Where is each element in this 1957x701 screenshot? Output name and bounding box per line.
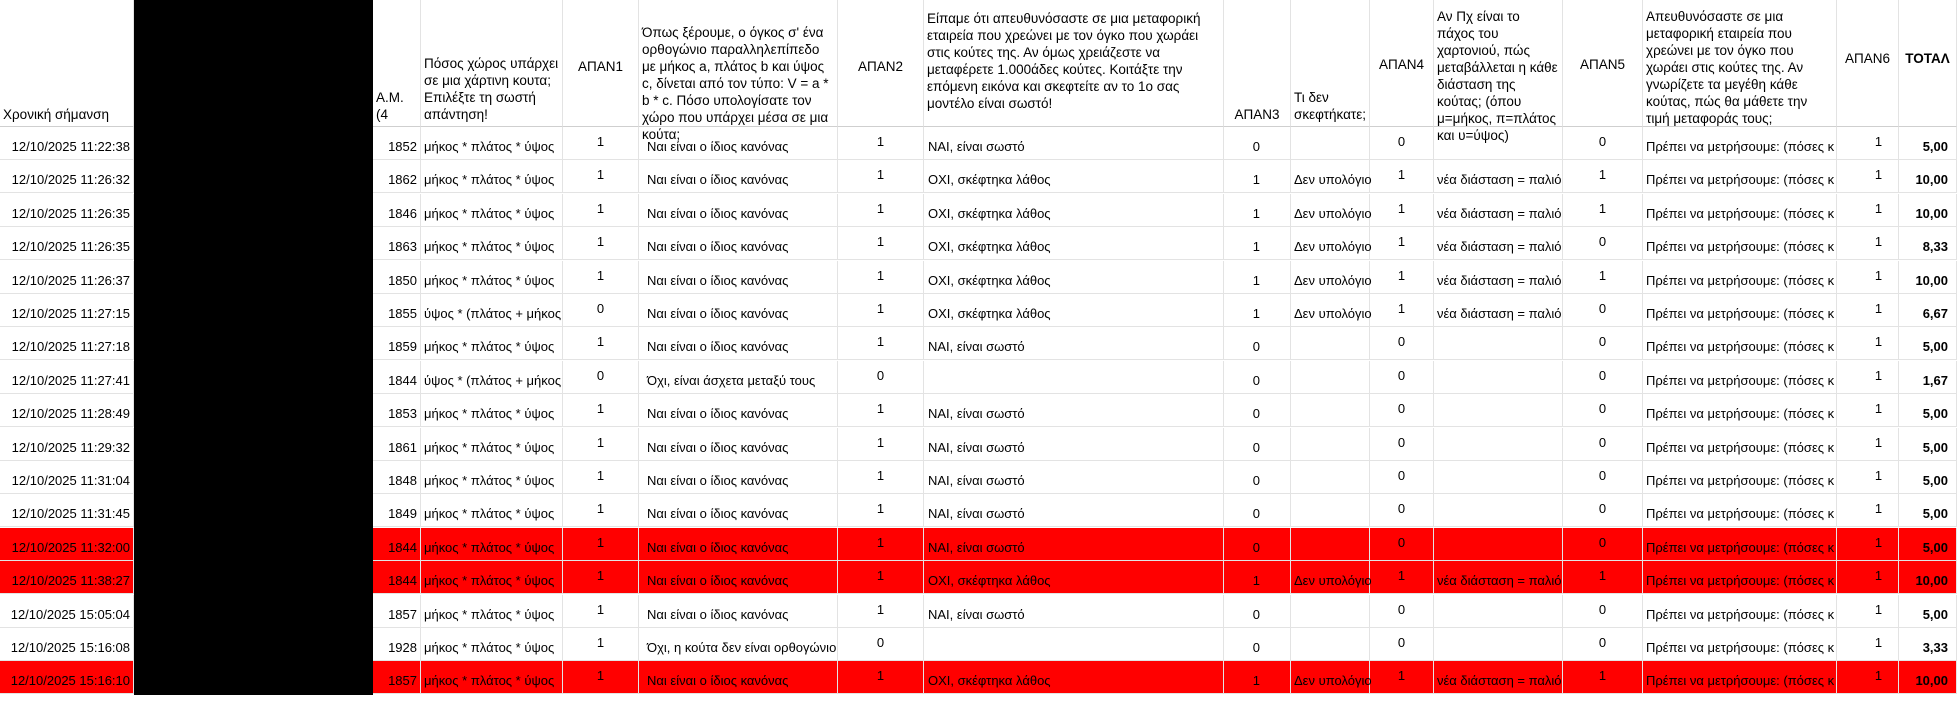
cell-q1[interactable]: μήκος * πλάτος * ύψος: [421, 194, 563, 227]
cell-a6[interactable]: 1: [1837, 127, 1899, 160]
cell-q6[interactable]: Πρέπει να μετρήσουμε: (πόσες κ: [1643, 595, 1837, 628]
cell-q6[interactable]: Πρέπει να μετρήσουμε: (πόσες κ: [1643, 294, 1837, 327]
header-q5-label: Αν Πχ είναι το πάχος του χαρτονιού, πώς μεταβάλλεται η κάθε διάσταση της κούτας; (όπου μ=μήκος, π=πλάτος και υ=ύψος): [1437, 9, 1558, 143]
cell-a4[interactable]: 0: [1370, 327, 1434, 360]
cell-q6[interactable]: Πρέπει να μετρήσουμε: (πόσες κ: [1643, 127, 1837, 160]
cell-q1[interactable]: μήκος * πλάτος * ύψος: [421, 160, 563, 193]
cell-a6[interactable]: 1: [1837, 294, 1899, 327]
cell-q5[interactable]: [1434, 327, 1563, 360]
cell-q4[interactable]: Δεν υπολόγιο: [1291, 661, 1370, 694]
cell-a1[interactable]: 1: [563, 494, 639, 527]
header-q1-label: Πόσος χώρος υπάρχει σε μια χάρτινη κουτα; Επιλέξτε τη σωστή απάντηση!: [424, 56, 559, 122]
cell-a2[interactable]: 1: [838, 394, 924, 427]
cell-a3[interactable]: 0: [1224, 461, 1291, 494]
cell-q5[interactable]: νέα διάσταση = παλιό: [1434, 160, 1563, 193]
cell-a3[interactable]: 0: [1224, 394, 1291, 427]
cell-a3[interactable]: 1: [1224, 294, 1291, 327]
cell-q1[interactable]: μήκος * πλάτος * ύψος: [421, 595, 563, 628]
cell-a5[interactable]: 0: [1563, 294, 1643, 327]
cell-total[interactable]: 10,00: [1899, 561, 1957, 594]
cell-a2[interactable]: 1: [838, 160, 924, 193]
cell-a6[interactable]: 1: [1837, 361, 1899, 394]
cell-q2[interactable]: Ναι είναι ο ίδιος κανόνας: [639, 461, 838, 494]
cell-am[interactable]: 1844: [373, 361, 421, 394]
cell-a2[interactable]: 1: [838, 561, 924, 594]
cell-q5[interactable]: [1434, 428, 1563, 461]
cell-q5[interactable]: [1434, 528, 1563, 561]
cell-ts[interactable]: 12/10/2025 11:27:18: [0, 327, 134, 360]
cell-a4[interactable]: 1: [1370, 661, 1434, 694]
cell-a3[interactable]: 1: [1224, 160, 1291, 193]
cell-q3[interactable]: ΟΧΙ, σκέφτηκα λάθος: [924, 227, 1224, 260]
cell-q6[interactable]: Πρέπει να μετρήσουμε: (πόσες κ: [1643, 327, 1837, 360]
cell-q1[interactable]: μήκος * πλάτος * ύψος: [421, 561, 563, 594]
cell-a3[interactable]: 1: [1224, 194, 1291, 227]
cell-a3[interactable]: 0: [1224, 361, 1291, 394]
cell-q4[interactable]: [1291, 394, 1370, 427]
cell-a3[interactable]: 1: [1224, 227, 1291, 260]
cell-a2[interactable]: 1: [838, 261, 924, 294]
cell-q6[interactable]: Πρέπει να μετρήσουμε: (πόσες κ: [1643, 561, 1837, 594]
cell-a5[interactable]: 1: [1563, 261, 1643, 294]
cell-am[interactable]: 1862: [373, 160, 421, 193]
cell-q6[interactable]: Πρέπει να μετρήσουμε: (πόσες κ: [1643, 261, 1837, 294]
cell-q1[interactable]: μήκος * πλάτος * ύψος: [421, 127, 563, 160]
cell-a1[interactable]: 1: [563, 261, 639, 294]
header-timestamp[interactable]: [0, 0, 134, 127]
cell-ts[interactable]: 12/10/2025 11:26:32: [0, 160, 134, 193]
cell-a1[interactable]: 1: [563, 160, 639, 193]
cell-ts[interactable]: 12/10/2025 11:31:04: [0, 461, 134, 494]
cell-a2[interactable]: 1: [838, 294, 924, 327]
cell-a2[interactable]: 1: [838, 661, 924, 694]
cell-a5[interactable]: 0: [1563, 394, 1643, 427]
cell-q3[interactable]: ΝΑΙ, είναι σωστό: [924, 127, 1224, 160]
cell-q4[interactable]: [1291, 127, 1370, 160]
cell-q5[interactable]: νέα διάσταση = παλιό: [1434, 194, 1563, 227]
cell-q5[interactable]: νέα διάσταση = παλιό: [1434, 661, 1563, 694]
cell-q1[interactable]: μήκος * πλάτος * ύψος: [421, 461, 563, 494]
cell-am[interactable]: 1857: [373, 661, 421, 694]
cell-q6[interactable]: Πρέπει να μετρήσουμε: (πόσες κ: [1643, 227, 1837, 260]
header-q2-label: Όπως ξέρουμε, ο όγκος σ' ένα ορθογώνιο παραλληλεπίπεδο με μήκος a, πλάτος b και ύψος c, δίνεται από τον τύπο: V = a * b * c. Πόσο υπολογίσατε τον χώρο που υπάρχει μέσα σε μια κούτα;: [642, 25, 829, 142]
cell-a5[interactable]: 0: [1563, 595, 1643, 628]
cell-a6[interactable]: 1: [1837, 261, 1899, 294]
header-q2[interactable]: [639, 0, 838, 142]
cell-q2[interactable]: Ναι είναι ο ίδιος κανόνας: [639, 428, 838, 461]
cell-q2[interactable]: Ναι είναι ο ίδιος κανόνας: [639, 327, 838, 360]
cell-q3[interactable]: ΝΑΙ, είναι σωστό: [924, 394, 1224, 427]
cell-a6[interactable]: 1: [1837, 160, 1899, 193]
cell-a6[interactable]: 1: [1837, 394, 1899, 427]
cell-a3[interactable]: 1: [1224, 261, 1291, 294]
cell-ts[interactable]: 12/10/2025 11:29:32: [0, 428, 134, 461]
cell-a4[interactable]: 1: [1370, 294, 1434, 327]
cell-a2[interactable]: 1: [838, 595, 924, 628]
cell-a1[interactable]: 1: [563, 628, 639, 661]
cell-a3[interactable]: 0: [1224, 327, 1291, 360]
cell-a1[interactable]: 1: [563, 528, 639, 561]
cell-q3[interactable]: ΟΧΙ, σκέφτηκα λάθος: [924, 661, 1224, 694]
cell-ts[interactable]: 12/10/2025 11:28:49: [0, 394, 134, 427]
cell-a6[interactable]: 1: [1837, 595, 1899, 628]
cell-a5[interactable]: 0: [1563, 528, 1643, 561]
cell-ts[interactable]: 12/10/2025 11:27:15: [0, 294, 134, 327]
header-q4-label: Τι δεν σκεφτήκατε;: [1294, 90, 1366, 122]
cell-a2[interactable]: 1: [838, 127, 924, 160]
cell-a4[interactable]: 0: [1370, 394, 1434, 427]
cell-q6[interactable]: Πρέπει να μετρήσουμε: (πόσες κ: [1643, 194, 1837, 227]
header-q3-label: Είπαμε ότι απευθυνόσαστε σε μια μεταφορική εταιρεία που χρεώνει με τον όγκο που χωράει στις κούτες της. Αν όμως χρειάζεστε να μεταφέρετε 1.000άδες κούτες. Κοιτάξτε την επόμενη εικόνα και σκεφτείτε αν το 1ο σας μοντέλο είναι σωστό!: [927, 11, 1201, 111]
cell-total[interactable]: 5,00: [1899, 461, 1957, 494]
cell-total[interactable]: 5,00: [1899, 494, 1957, 527]
header-apan4[interactable]: [1370, 0, 1434, 127]
cell-total[interactable]: 10,00: [1899, 160, 1957, 193]
cell-q2[interactable]: Ναι είναι ο ίδιος κανόνας: [639, 394, 838, 427]
cell-a5[interactable]: 0: [1563, 127, 1643, 160]
header-apan3[interactable]: [1224, 0, 1291, 127]
cell-q4[interactable]: Δεν υπολόγιο: [1291, 194, 1370, 227]
cell-q4[interactable]: [1291, 327, 1370, 360]
cell-a4[interactable]: 0: [1370, 361, 1434, 394]
cell-q2[interactable]: Όχι, η κούτα δεν είναι ορθογώνιο: [639, 628, 838, 661]
cell-a4[interactable]: 1: [1370, 194, 1434, 227]
cell-am[interactable]: 1863: [373, 227, 421, 260]
cell-q1[interactable]: μήκος * πλάτος * ύψος: [421, 528, 563, 561]
cell-q5[interactable]: [1434, 628, 1563, 661]
header-q5[interactable]: [1434, 0, 1563, 143]
cell-a6[interactable]: 1: [1837, 561, 1899, 594]
cell-ts[interactable]: 12/10/2025 11:26:35: [0, 227, 134, 260]
cell-a3[interactable]: 0: [1224, 428, 1291, 461]
cell-a3[interactable]: 1: [1224, 661, 1291, 694]
cell-q5[interactable]: νέα διάσταση = παλιό: [1434, 294, 1563, 327]
cell-total[interactable]: 5,00: [1899, 595, 1957, 628]
cell-ts[interactable]: 12/10/2025 11:22:38: [0, 127, 134, 160]
cell-q6[interactable]: Πρέπει να μετρήσουμε: (πόσες κ: [1643, 461, 1837, 494]
cell-a2[interactable]: 1: [838, 194, 924, 227]
cell-ts[interactable]: 12/10/2025 15:16:10: [0, 661, 134, 694]
cell-total[interactable]: 5,00: [1899, 127, 1957, 160]
cell-q1[interactable]: μήκος * πλάτος * ύψος: [421, 261, 563, 294]
cell-am[interactable]: 1857: [373, 595, 421, 628]
cell-q3[interactable]: ΝΑΙ, είναι σωστό: [924, 327, 1224, 360]
cell-ts[interactable]: 12/10/2025 15:05:04: [0, 595, 134, 628]
cell-am[interactable]: 1853: [373, 394, 421, 427]
header-apan1[interactable]: [563, 0, 639, 127]
cell-total[interactable]: 1,67: [1899, 361, 1957, 394]
cell-q5[interactable]: [1434, 361, 1563, 394]
cell-a1[interactable]: 1: [563, 394, 639, 427]
cell-q3[interactable]: ΟΧΙ, σκέφτηκα λάθος: [924, 160, 1224, 193]
cell-q2[interactable]: Όχι, είναι άσχετα μεταξύ τους: [639, 361, 838, 394]
cell-q2[interactable]: Ναι είναι ο ίδιος κανόνας: [639, 194, 838, 227]
cell-q3[interactable]: ΟΧΙ, σκέφτηκα λάθος: [924, 294, 1224, 327]
cell-a5[interactable]: 0: [1563, 361, 1643, 394]
cell-q4[interactable]: Δεν υπολόγιο: [1291, 561, 1370, 594]
cell-total[interactable]: 5,00: [1899, 428, 1957, 461]
cell-ts[interactable]: 12/10/2025 11:38:27: [0, 561, 134, 594]
cell-q2[interactable]: Ναι είναι ο ίδιος κανόνας: [639, 595, 838, 628]
cell-a3[interactable]: 0: [1224, 127, 1291, 160]
cell-a5[interactable]: 0: [1563, 428, 1643, 461]
cell-am[interactable]: 1928: [373, 628, 421, 661]
cell-a4[interactable]: 1: [1370, 561, 1434, 594]
cell-a2[interactable]: 1: [838, 494, 924, 527]
cell-am[interactable]: 1844: [373, 528, 421, 561]
cell-ts[interactable]: 12/10/2025 11:32:00: [0, 528, 134, 561]
cell-a3[interactable]: 0: [1224, 628, 1291, 661]
cell-a4[interactable]: 0: [1370, 461, 1434, 494]
cell-a5[interactable]: 1: [1563, 160, 1643, 193]
cell-am[interactable]: 1859: [373, 327, 421, 360]
cell-q4[interactable]: [1291, 628, 1370, 661]
cell-a4[interactable]: 1: [1370, 227, 1434, 260]
cell-q3[interactable]: ΟΧΙ, σκέφτηκα λάθος: [924, 561, 1224, 594]
header-q6[interactable]: [1643, 0, 1837, 127]
cell-total[interactable]: 5,00: [1899, 327, 1957, 360]
cell-q4[interactable]: [1291, 461, 1370, 494]
cell-a1[interactable]: 1: [563, 661, 639, 694]
cell-a4[interactable]: 0: [1370, 595, 1434, 628]
cell-a6[interactable]: 1: [1837, 628, 1899, 661]
cell-a6[interactable]: 1: [1837, 327, 1899, 360]
cell-a6[interactable]: 1: [1837, 461, 1899, 494]
cell-am[interactable]: 1848: [373, 461, 421, 494]
header-q4[interactable]: [1291, 0, 1370, 127]
cell-q5[interactable]: [1434, 127, 1563, 160]
cell-a5[interactable]: 0: [1563, 628, 1643, 661]
cell-a5[interactable]: 1: [1563, 661, 1643, 694]
cell-q4[interactable]: [1291, 361, 1370, 394]
cell-q6[interactable]: Πρέπει να μετρήσουμε: (πόσες κ: [1643, 361, 1837, 394]
cell-am[interactable]: 1844: [373, 561, 421, 594]
cell-q2[interactable]: Ναι είναι ο ίδιος κανόνας: [639, 127, 838, 160]
cell-q3[interactable]: ΝΑΙ, είναι σωστό: [924, 428, 1224, 461]
cell-a5[interactable]: 1: [1563, 194, 1643, 227]
cell-a1[interactable]: 1: [563, 428, 639, 461]
cell-q1[interactable]: μήκος * πλάτος * ύψος: [421, 494, 563, 527]
cell-a2[interactable]: 1: [838, 528, 924, 561]
cell-a2[interactable]: 1: [838, 227, 924, 260]
cell-q3[interactable]: ΝΑΙ, είναι σωστό: [924, 528, 1224, 561]
cell-a1[interactable]: 1: [563, 227, 639, 260]
cell-a3[interactable]: 0: [1224, 528, 1291, 561]
cell-total[interactable]: 3,33: [1899, 628, 1957, 661]
cell-q5[interactable]: [1434, 595, 1563, 628]
cell-q4[interactable]: [1291, 428, 1370, 461]
cell-a2[interactable]: 0: [838, 361, 924, 394]
cell-q3[interactable]: ΝΑΙ, είναι σωστό: [924, 494, 1224, 527]
cell-q2[interactable]: Ναι είναι ο ίδιος κανόνας: [639, 561, 838, 594]
cell-q3[interactable]: [924, 361, 1224, 394]
cell-a4[interactable]: 1: [1370, 261, 1434, 294]
cell-a1[interactable]: 1: [563, 595, 639, 628]
cell-q5[interactable]: νέα διάσταση = παλιό: [1434, 561, 1563, 594]
cell-a6[interactable]: 1: [1837, 227, 1899, 260]
cell-q4[interactable]: Δεν υπολόγιο: [1291, 160, 1370, 193]
cell-a6[interactable]: 1: [1837, 428, 1899, 461]
cell-q5[interactable]: νέα διάσταση = παλιό: [1434, 261, 1563, 294]
cell-a1[interactable]: 1: [563, 327, 639, 360]
cell-total[interactable]: 8,33: [1899, 227, 1957, 260]
cell-ts[interactable]: 12/10/2025 11:27:41: [0, 361, 134, 394]
cell-a4[interactable]: 0: [1370, 428, 1434, 461]
cell-am[interactable]: 1852: [373, 127, 421, 160]
header-timestamp-label: Χρονική σήμανση: [3, 107, 109, 122]
cell-a6[interactable]: 1: [1837, 661, 1899, 694]
cell-q6[interactable]: Πρέπει να μετρήσουμε: (πόσες κ: [1643, 494, 1837, 527]
cell-q3[interactable]: ΟΧΙ, σκέφτηκα λάθος: [924, 194, 1224, 227]
cell-a4[interactable]: 1: [1370, 160, 1434, 193]
cell-a1[interactable]: 1: [563, 461, 639, 494]
cell-total[interactable]: 10,00: [1899, 261, 1957, 294]
header-apan6-label: ΑΠΑΝ6: [1844, 51, 1890, 66]
cell-a6[interactable]: 1: [1837, 528, 1899, 561]
cell-q6[interactable]: Πρέπει να μετρήσουμε: (πόσες κ: [1643, 428, 1837, 461]
cell-a4[interactable]: 0: [1370, 528, 1434, 561]
cell-q2[interactable]: Ναι είναι ο ίδιος κανόνας: [639, 227, 838, 260]
cell-am[interactable]: 1850: [373, 261, 421, 294]
cell-ts[interactable]: 12/10/2025 11:26:35: [0, 194, 134, 227]
header-apan3-label: ΑΠΑΝ3: [1234, 107, 1280, 122]
cell-a3[interactable]: 0: [1224, 595, 1291, 628]
header-am[interactable]: [373, 0, 421, 127]
header-am-label: Α.Μ. (4: [376, 90, 404, 122]
cell-q6[interactable]: Πρέπει να μετρήσουμε: (πόσες κ: [1643, 661, 1837, 694]
cell-q6[interactable]: Πρέπει να μετρήσουμε: (πόσες κ: [1643, 160, 1837, 193]
cell-q3[interactable]: ΟΧΙ, σκέφτηκα λάθος: [924, 261, 1224, 294]
cell-a5[interactable]: 0: [1563, 227, 1643, 260]
header-apan6[interactable]: [1837, 0, 1899, 127]
header-q6-label: Απευθυνόσαστε σε μια μεταφορική εταιρεία που χρεώνει με τον όγκο που χωράει στις κούτες της. Αν γνωρίζετε τα μεγέθη κάθε κούτας, πώς θα μάθετε την τιμή μεταφοράς τους;: [1646, 9, 1808, 126]
header-apan2[interactable]: [838, 0, 924, 127]
cell-a2[interactable]: 0: [838, 628, 924, 661]
cell-q5[interactable]: [1434, 461, 1563, 494]
cell-q1[interactable]: μήκος * πλάτος * ύψος: [421, 428, 563, 461]
cell-q4[interactable]: Δεν υπολόγιο: [1291, 294, 1370, 327]
redacted-block: [134, 0, 373, 695]
cell-a1[interactable]: 0: [563, 361, 639, 394]
cell-a3[interactable]: 1: [1224, 561, 1291, 594]
cell-a2[interactable]: 1: [838, 428, 924, 461]
cell-am[interactable]: 1861: [373, 428, 421, 461]
cell-a6[interactable]: 1: [1837, 194, 1899, 227]
cell-q2[interactable]: Ναι είναι ο ίδιος κανόνας: [639, 261, 838, 294]
cell-total[interactable]: 10,00: [1899, 194, 1957, 227]
cell-q6[interactable]: Πρέπει να μετρήσουμε: (πόσες κ: [1643, 528, 1837, 561]
cell-am[interactable]: 1855: [373, 294, 421, 327]
cell-q2[interactable]: Ναι είναι ο ίδιος κανόνας: [639, 294, 838, 327]
cell-q5[interactable]: νέα διάσταση = παλιό: [1434, 227, 1563, 260]
header-q3[interactable]: [924, 0, 1224, 127]
cell-a4[interactable]: 0: [1370, 127, 1434, 160]
cell-q1[interactable]: ύψος * (πλάτος + μήκος: [421, 361, 563, 394]
cell-q3[interactable]: ΝΑΙ, είναι σωστό: [924, 461, 1224, 494]
cell-a1[interactable]: 1: [563, 127, 639, 160]
cell-total[interactable]: 10,00: [1899, 661, 1957, 694]
cell-q3[interactable]: ΝΑΙ, είναι σωστό: [924, 595, 1224, 628]
header-q1[interactable]: [421, 0, 563, 127]
cell-total[interactable]: 5,00: [1899, 528, 1957, 561]
cell-total[interactable]: 5,00: [1899, 394, 1957, 427]
header-apan5-label: ΑΠΑΝ5: [1579, 57, 1625, 72]
header-apan4-label: ΑΠΑΝ4: [1378, 57, 1424, 72]
cell-q2[interactable]: Ναι είναι ο ίδιος κανόνας: [639, 494, 838, 527]
cell-q4[interactable]: Δεν υπολόγιο: [1291, 261, 1370, 294]
cell-q4[interactable]: [1291, 595, 1370, 628]
cell-q4[interactable]: Δεν υπολόγιο: [1291, 227, 1370, 260]
header-apan2-label: ΑΠΑΝ2: [857, 59, 903, 74]
cell-q6[interactable]: Πρέπει να μετρήσουμε: (πόσες κ: [1643, 394, 1837, 427]
cell-q4[interactable]: [1291, 528, 1370, 561]
cell-q4[interactable]: [1291, 494, 1370, 527]
header-apan5[interactable]: [1563, 0, 1643, 127]
cell-a3[interactable]: 0: [1224, 494, 1291, 527]
cell-q1[interactable]: μήκος * πλάτος * ύψος: [421, 628, 563, 661]
cell-a5[interactable]: 1: [1563, 561, 1643, 594]
cell-q2[interactable]: Ναι είναι ο ίδιος κανόνας: [639, 661, 838, 694]
cell-ts[interactable]: 12/10/2025 11:26:37: [0, 261, 134, 294]
cell-a1[interactable]: 1: [563, 561, 639, 594]
header-total-label: ΤΟΤΑΛ: [1905, 51, 1950, 66]
cell-q1[interactable]: μήκος * πλάτος * ύψος: [421, 661, 563, 694]
cell-a6[interactable]: 1: [1837, 494, 1899, 527]
cell-a1[interactable]: 1: [563, 194, 639, 227]
cell-q6[interactable]: Πρέπει να μετρήσουμε: (πόσες κ: [1643, 628, 1837, 661]
cell-q1[interactable]: μήκος * πλάτος * ύψος: [421, 394, 563, 427]
cell-a5[interactable]: 0: [1563, 461, 1643, 494]
cell-a1[interactable]: 0: [563, 294, 639, 327]
cell-ts[interactable]: 12/10/2025 11:31:45: [0, 494, 134, 527]
cell-total[interactable]: 6,67: [1899, 294, 1957, 327]
cell-q1[interactable]: μήκος * πλάτος * ύψος: [421, 227, 563, 260]
cell-a4[interactable]: 0: [1370, 494, 1434, 527]
header-total[interactable]: [1899, 0, 1957, 127]
header-apan1-label: ΑΠΑΝ1: [577, 59, 623, 74]
cell-q5[interactable]: [1434, 394, 1563, 427]
cell-am[interactable]: 1846: [373, 194, 421, 227]
cell-ts[interactable]: 12/10/2025 15:16:08: [0, 628, 134, 661]
cell-q5[interactable]: [1434, 494, 1563, 527]
cell-q2[interactable]: Ναι είναι ο ίδιος κανόνας: [639, 160, 838, 193]
cell-am[interactable]: 1849: [373, 494, 421, 527]
cell-a2[interactable]: 1: [838, 327, 924, 360]
cell-q1[interactable]: μήκος * πλάτος * ύψος: [421, 327, 563, 360]
cell-a5[interactable]: 0: [1563, 494, 1643, 527]
cell-q3[interactable]: [924, 628, 1224, 661]
cell-q1[interactable]: ύψος * (πλάτος + μήκος: [421, 294, 563, 327]
cell-a4[interactable]: 0: [1370, 628, 1434, 661]
cell-a5[interactable]: 0: [1563, 327, 1643, 360]
cell-q2[interactable]: Ναι είναι ο ίδιος κανόνας: [639, 528, 838, 561]
cell-a2[interactable]: 1: [838, 461, 924, 494]
